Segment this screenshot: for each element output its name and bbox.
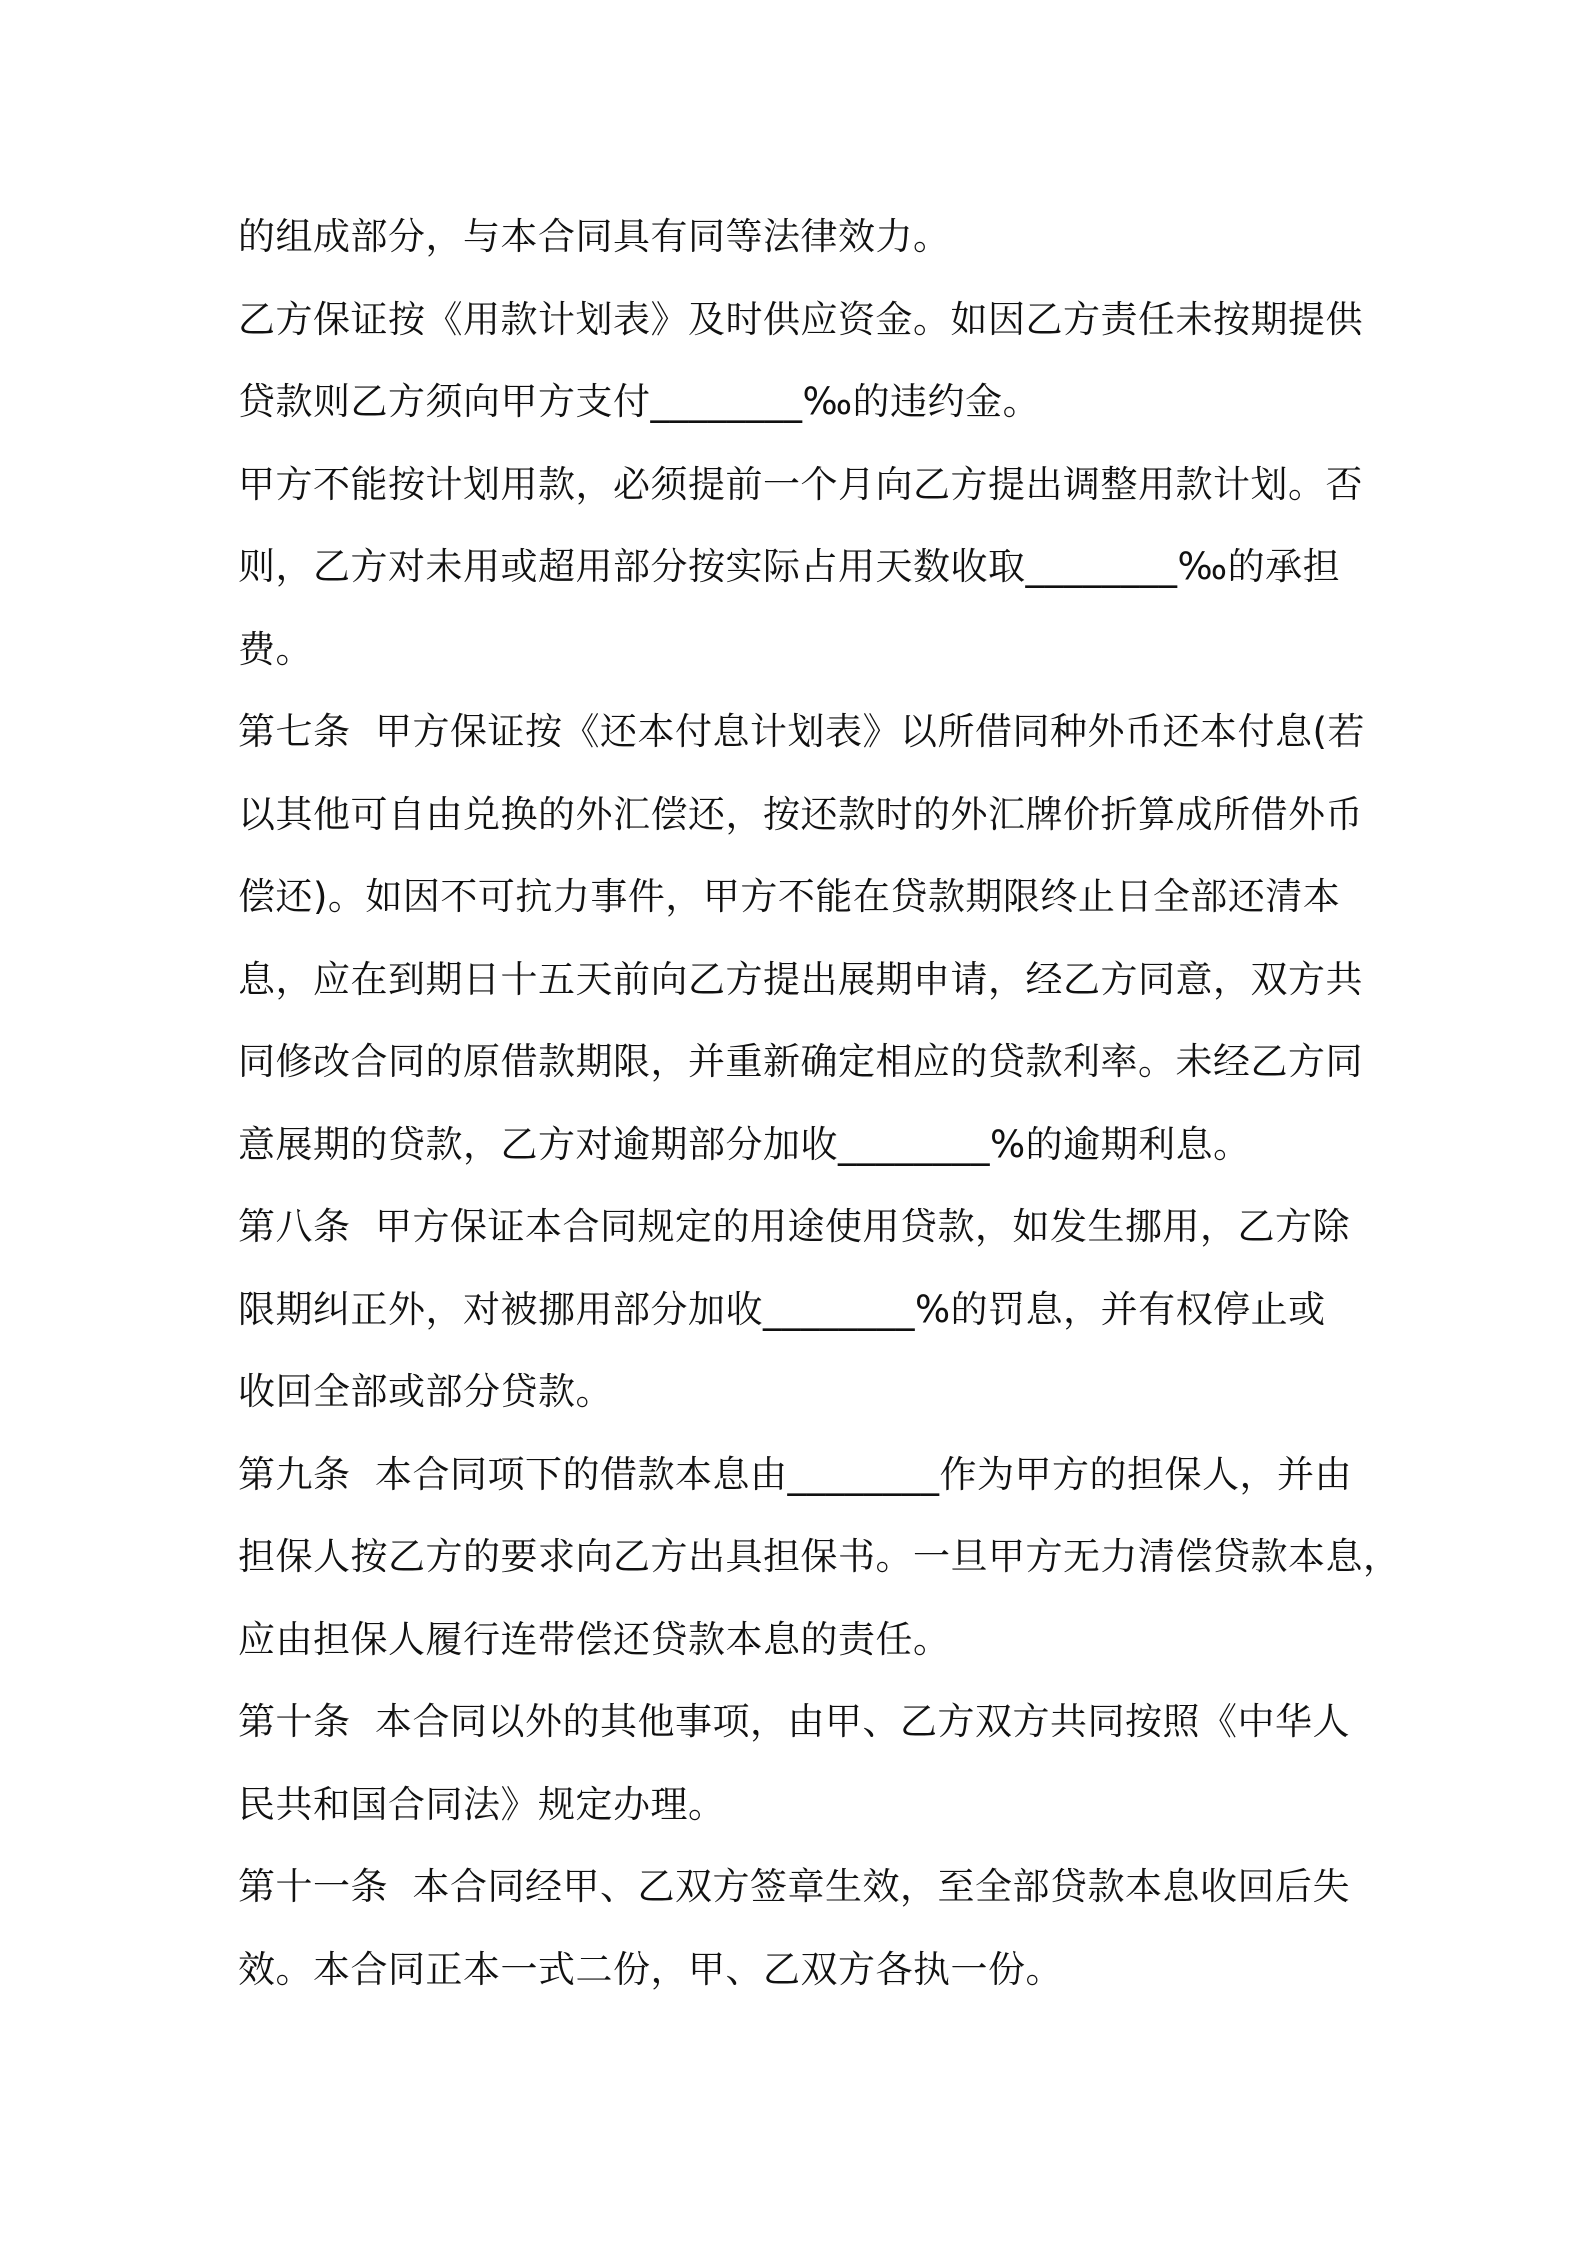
text-line: 乙方保证按《用款计划表》及时供应资金。如因乙方责任未按期提供	[238, 297, 1363, 341]
text-line: 第七条 甲方保证按《还本付息计划表》以所借同种外币还本付息(若	[238, 710, 1365, 753]
text-line: 限期纠正外，对被挪用部分加收________%的罚息，并有权停止或	[238, 1287, 1326, 1331]
text-line: 甲方不能按计划用款，必须提前一个月向乙方提出调整用款计划。否	[238, 462, 1363, 506]
text-line: 的组成部分，与本合同具有同等法律效力。	[238, 215, 951, 258]
text-line: 息，应在到期日十五天前向乙方提出展期申请，经乙方同意，双方共	[238, 957, 1363, 1001]
text-line: 第九条 本合同项下的借款本息由________作为甲方的担保人，并由	[238, 1452, 1353, 1496]
text-line: 收回全部或部分贷款。	[238, 1370, 613, 1413]
text-line: 第十一条 本合同经甲、乙双方签章生效，至全部贷款本息收回后失	[238, 1865, 1351, 1908]
text-line: 偿还)。如因不可抗力事件，甲方不能在贷款期限终止日全部还清本	[238, 875, 1341, 918]
text-line: 贷款则乙方须向甲方支付________‰的违约金。	[238, 380, 1041, 423]
text-line: 民共和国合同法》规定办理。	[238, 1782, 726, 1826]
text-line: 则，乙方对未用或超用部分按实际占用天数收取________‰的承担	[238, 545, 1341, 588]
text-line: 应由担保人履行连带偿还贷款本息的责任。	[238, 1617, 951, 1661]
text-line: 费。	[238, 627, 313, 671]
text-line: 意展期的贷款，乙方对逾期部分加收________%的逾期利息。	[238, 1122, 1251, 1166]
text-line: 第十条 本合同以外的其他事项，由甲、乙方双方共同按照《中华人	[238, 1700, 1351, 1743]
text-line: 担保人按乙方的要求向乙方出具担保书。一旦甲方无力清偿贷款本息，	[238, 1535, 1401, 1578]
text-line: 以其他可自由兑换的外汇偿还，按还款时的外汇牌价折算成所借外币	[238, 792, 1363, 836]
text-line: 第八条 甲方保证本合同规定的用途使用贷款，如发生挪用，乙方除	[238, 1205, 1351, 1248]
contract-text	[238, 196, 1401, 2011]
text-line: 同修改合同的原借款期限，并重新确定相应的贷款利率。未经乙方同	[238, 1040, 1363, 1083]
text-line: 效。本合同正本一式二份，甲、乙双方各执一份。	[238, 1947, 1063, 1991]
